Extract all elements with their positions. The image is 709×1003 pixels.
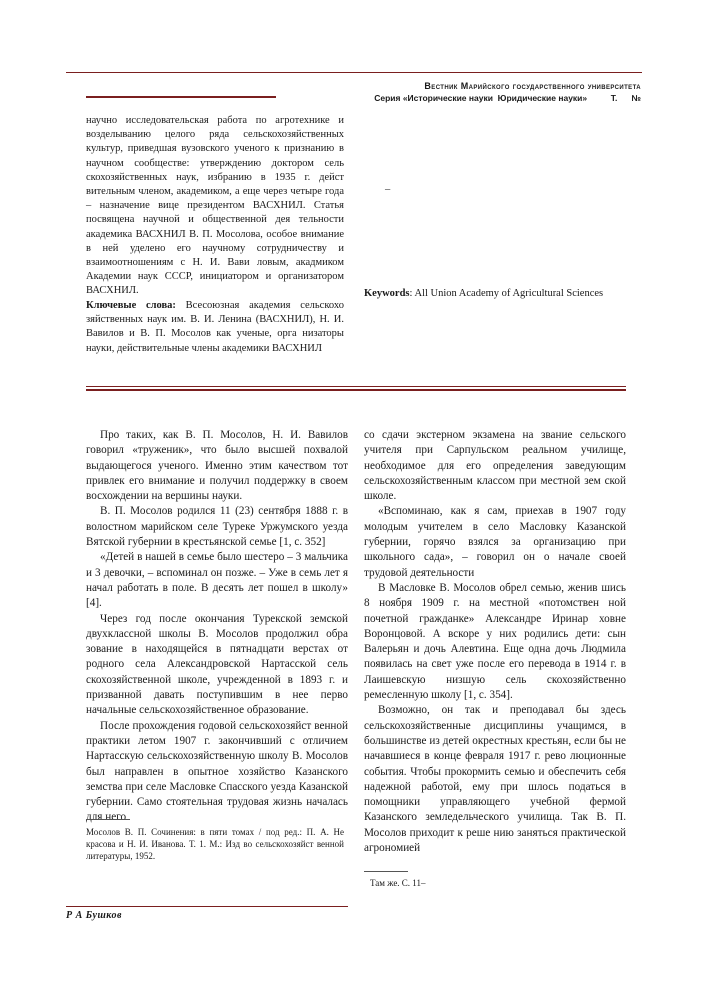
body-column-left xyxy=(86,428,348,826)
keywords-en-text: : All Union Academy of Agricultural Sciences xyxy=(409,288,604,299)
abstract-english-dash: – xyxy=(385,184,391,195)
footer-author: Р А Бушков xyxy=(66,910,122,921)
journal-series: Серия «Исторические науки Юридические науки» Т. № xyxy=(374,93,641,103)
header-accent-bar xyxy=(86,96,276,98)
paragraph: Возможно, он так и преподавал бы здесь сельскохозяйственные дисциплины учащимся, в большинстве из детей окрестных крестьян, если бы не начавшиеся в конце февраля 1917 г. рево люционные события. Чтобы прокормить семью и обеспечить себя надежной работой, ему при шлось податься в помощники управляющего учебной фермой Казанского земледельческого училища. Так В. П. Мосолов приходит к реше нию заняться практической агрономией xyxy=(364,704,626,855)
abstract-russian: научно исследовательская работа по агротехнике и возделыванию целого ряда сельскохозяйственных культур, приведшая вузовского ученого к признанию в научном сообществе: утверждению доктором сель скохозяйственных наук, избранию в 1935 г. дейст вительным членом, академиком, а еще через четыре года – назначение вице президентом ВАСХНИЛ. Статья посвящена научной и общественной дея тельности академика ВАСХНИЛ В. П. Мосолова, особое внимание в ней уделено его научному сотрудничеству и взаимоотношениям с Н. И. Вави ловым, акадмиком Академии наук СССР, инициатором и организатором ВАСХНИЛ. xyxy=(86,115,344,297)
body-column-right xyxy=(364,428,626,856)
keywords-russian xyxy=(86,299,344,356)
footnote-right: Там же. С. 11– xyxy=(370,878,426,888)
section-rule-thin xyxy=(86,386,626,387)
paragraph: Через год после окончания Турекской земской двухклассной школы В. Мосолов продолжил обра зование в находящейся в пятнадцати верстах от родного села Александровской Нартасской сель скохозяйственной школе, учрежденной в 1893 г. и призванной давать поступившим в нее перво начальные сельскохозяйственное образование. xyxy=(86,612,348,717)
paragraph: В. П. Мосолов родился 11 (23) сентября 1888 г. в волостном марийском селе Туреке Уржумского уезда Вятской губернии в крестьянской семье [1, с. 352] xyxy=(86,505,348,549)
footnote-rule-left xyxy=(86,819,130,820)
keywords-en-label: Keywords xyxy=(364,288,410,299)
paragraph: «Детей в нашей в семье было шестеро – 3 мальчика и 3 девочки, – вспоминал он позже. – Уже в семь лет я начал работать в поле. В десять лет пошел в школу» [4]. xyxy=(86,551,348,610)
keywords-ru-label: Ключевые слова: xyxy=(86,300,176,311)
footer-rule xyxy=(66,906,348,907)
section-rule-thick xyxy=(86,389,626,391)
keywords-english xyxy=(364,287,626,301)
paragraph: «Вспоминаю, как я сам, приехав в 1907 году молодым учителем в село Масловку Казанской губернии, горячо взялся за организацию при школьного сада», – говорил он о начале своей трудовой деятельности xyxy=(364,505,626,579)
journal-title: Вестник Марийского государственного университета xyxy=(424,81,641,91)
paragraph: со сдачи экстерном экзамена на звание сельского учителя при Сарпульском реальном училище, необходимое для его определения заведующим сельскохозяйственным классом при местной зем ской школе. xyxy=(364,429,626,503)
paragraph: В Масловке В. Мосолов обрел семью, женив шись 8 ноября 1909 г. на местной «потомствен ной почетной гражданке» Александре Иринар ховне Воронцовой. А вскоре у них родились дети: сын Валерьян и дочь Алевтина. Еще одна дочь Людмила появилась на свет уже после его перевода в 1914 г. в Лаишевскую низшую сель скохозяйственно ремесленную школу [1, с. 354]. xyxy=(364,581,626,702)
paragraph: После прохождения годовой сельскохозяйст венной практики летом 1907 г. закончивший с отличием Нартасскую сельскохозяйственную школу В. Мосолов был направлен в опытное хозяйство Казанского земства при селе Масловке Спасского уезда Казанской губернии. Само стоятельная трудовая жизнь началась для него xyxy=(86,719,348,824)
header-rule-top xyxy=(66,72,642,73)
footnote-left: Мосолов В. П. Сочинения: в пяти томах / под ред.: П. А. Не красова и Н. И. Иванова. Т. 1. М.: Изд во сельскохозяйст венной литературы, 1952. xyxy=(86,827,344,861)
keywords-ru-text: Всесоюзная академия сельскохо зяйственных наук им. В. И. Ленина (ВАСХНИЛ), Н. И. Вавилов и В. П. Мосолов как ученые, орга низаторы науки, действительные члены академики ВАСХНИЛ xyxy=(86,300,344,354)
paragraph: Про таких, как В. П. Мосолов, Н. И. Вавилов говорил «труженик», что было высшей похвалой выдающегося ученого. Именно этим качеством тот привлек его внимание и получил поддержку в своем восхождении на вершины науки. xyxy=(86,429,348,503)
footnote-rule-right xyxy=(364,871,408,872)
